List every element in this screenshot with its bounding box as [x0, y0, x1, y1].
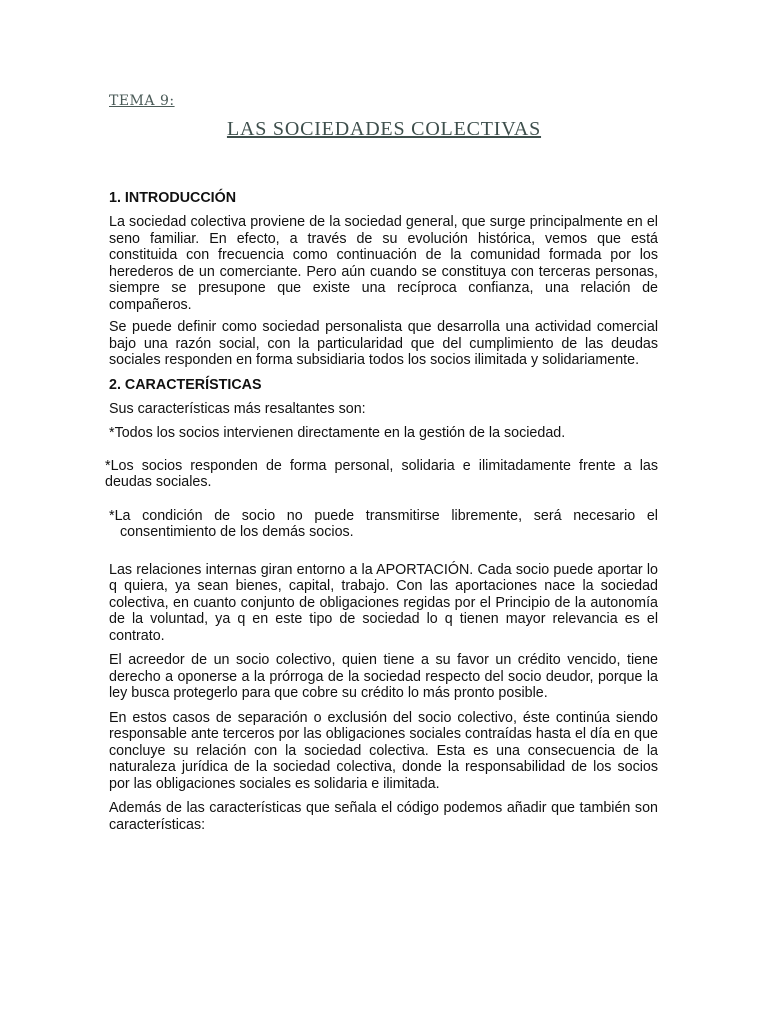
document-body [105, 189, 658, 840]
topic-number: TEMA 9: [109, 93, 175, 109]
paragraph-separacion: En estos casos de separación o exclusión del socio colectivo, éste continúa siendo responsable ante terceros por las obligaciones sociales contraídas hasta el día en que concluye su relación con la sociedad colectiva. Esta es una consecuencia de la naturaleza jurídica de la sociedad colectiva, donde la responsabilidad de los socios por las obligaciones sociales es solidaria e ilimitada. [109, 709, 658, 792]
list-item-characteristic-2: *Los socios responden de forma personal, solidaria e ilimitadamente frente a las deudas sociales. [105, 457, 658, 490]
paragraph-intro-2: Se puede definir como sociedad personalista que desarrolla una actividad comercial bajo una razón social, con la particularidad que del cumplimiento de las deudas sociales responden en forma subsidiaria todos los socios ilimitada y solidariamente. [109, 319, 658, 368]
section-heading-introduccion: 1. INTRODUCCIÓN [109, 190, 237, 206]
paragraph-intro-1: La sociedad colectiva proviene de la sociedad general, que surge principalmente en el seno familiar. En efecto, a través de su evolución histórica, vemos que está constituida con frecuencia como continuación de la comunidad formada por los herederos de un comerciante. Pero aún cuando se constituya con terceras personas, siempre se presupone que existe una recíproca confianza, una relación de compañeros. [109, 214, 658, 313]
paragraph-acreedor: El acreedor de un socio colectivo, quien tiene a su favor un crédito vencido, tiene derecho a oponerse a la prórroga de la sociedad respecto del socio deudor, porque la ley busca protegerlo para que cobre su crédito lo más pronto posible. [109, 652, 658, 701]
paragraph-caracteristicas-intro: Sus características más resaltantes son: [109, 400, 366, 417]
list-item-characteristic-3: *La condición de socio no puede transmitirse libremente, será necesario el consentimiento de los demás socios. [109, 507, 658, 540]
page-title: LAS SOCIEDADES COLECTIVAS [226, 118, 542, 140]
list-item-characteristic-1: *Todos los socios intervienen directamente en la gestión de la sociedad. [109, 425, 566, 441]
section-heading-caracteristicas: 2. CARACTERÍSTICAS [109, 376, 262, 393]
paragraph-relaciones: Las relaciones internas giran entorno a la APORTACIÓN. Cada socio puede aportar lo q quiera, ya sean bienes, capital, trabajo. Con las aportaciones nace la sociedad colectiva, en cuanto conjunto de obligaciones regidas por el Principio de la autonomía de la voluntad, ya q en este tipo de sociedad lo q tienen mayor relevancia es el contrato. [109, 561, 658, 644]
paragraph-ademas: Además de las características que señala el código podemos añadir que también son características: [109, 800, 658, 833]
